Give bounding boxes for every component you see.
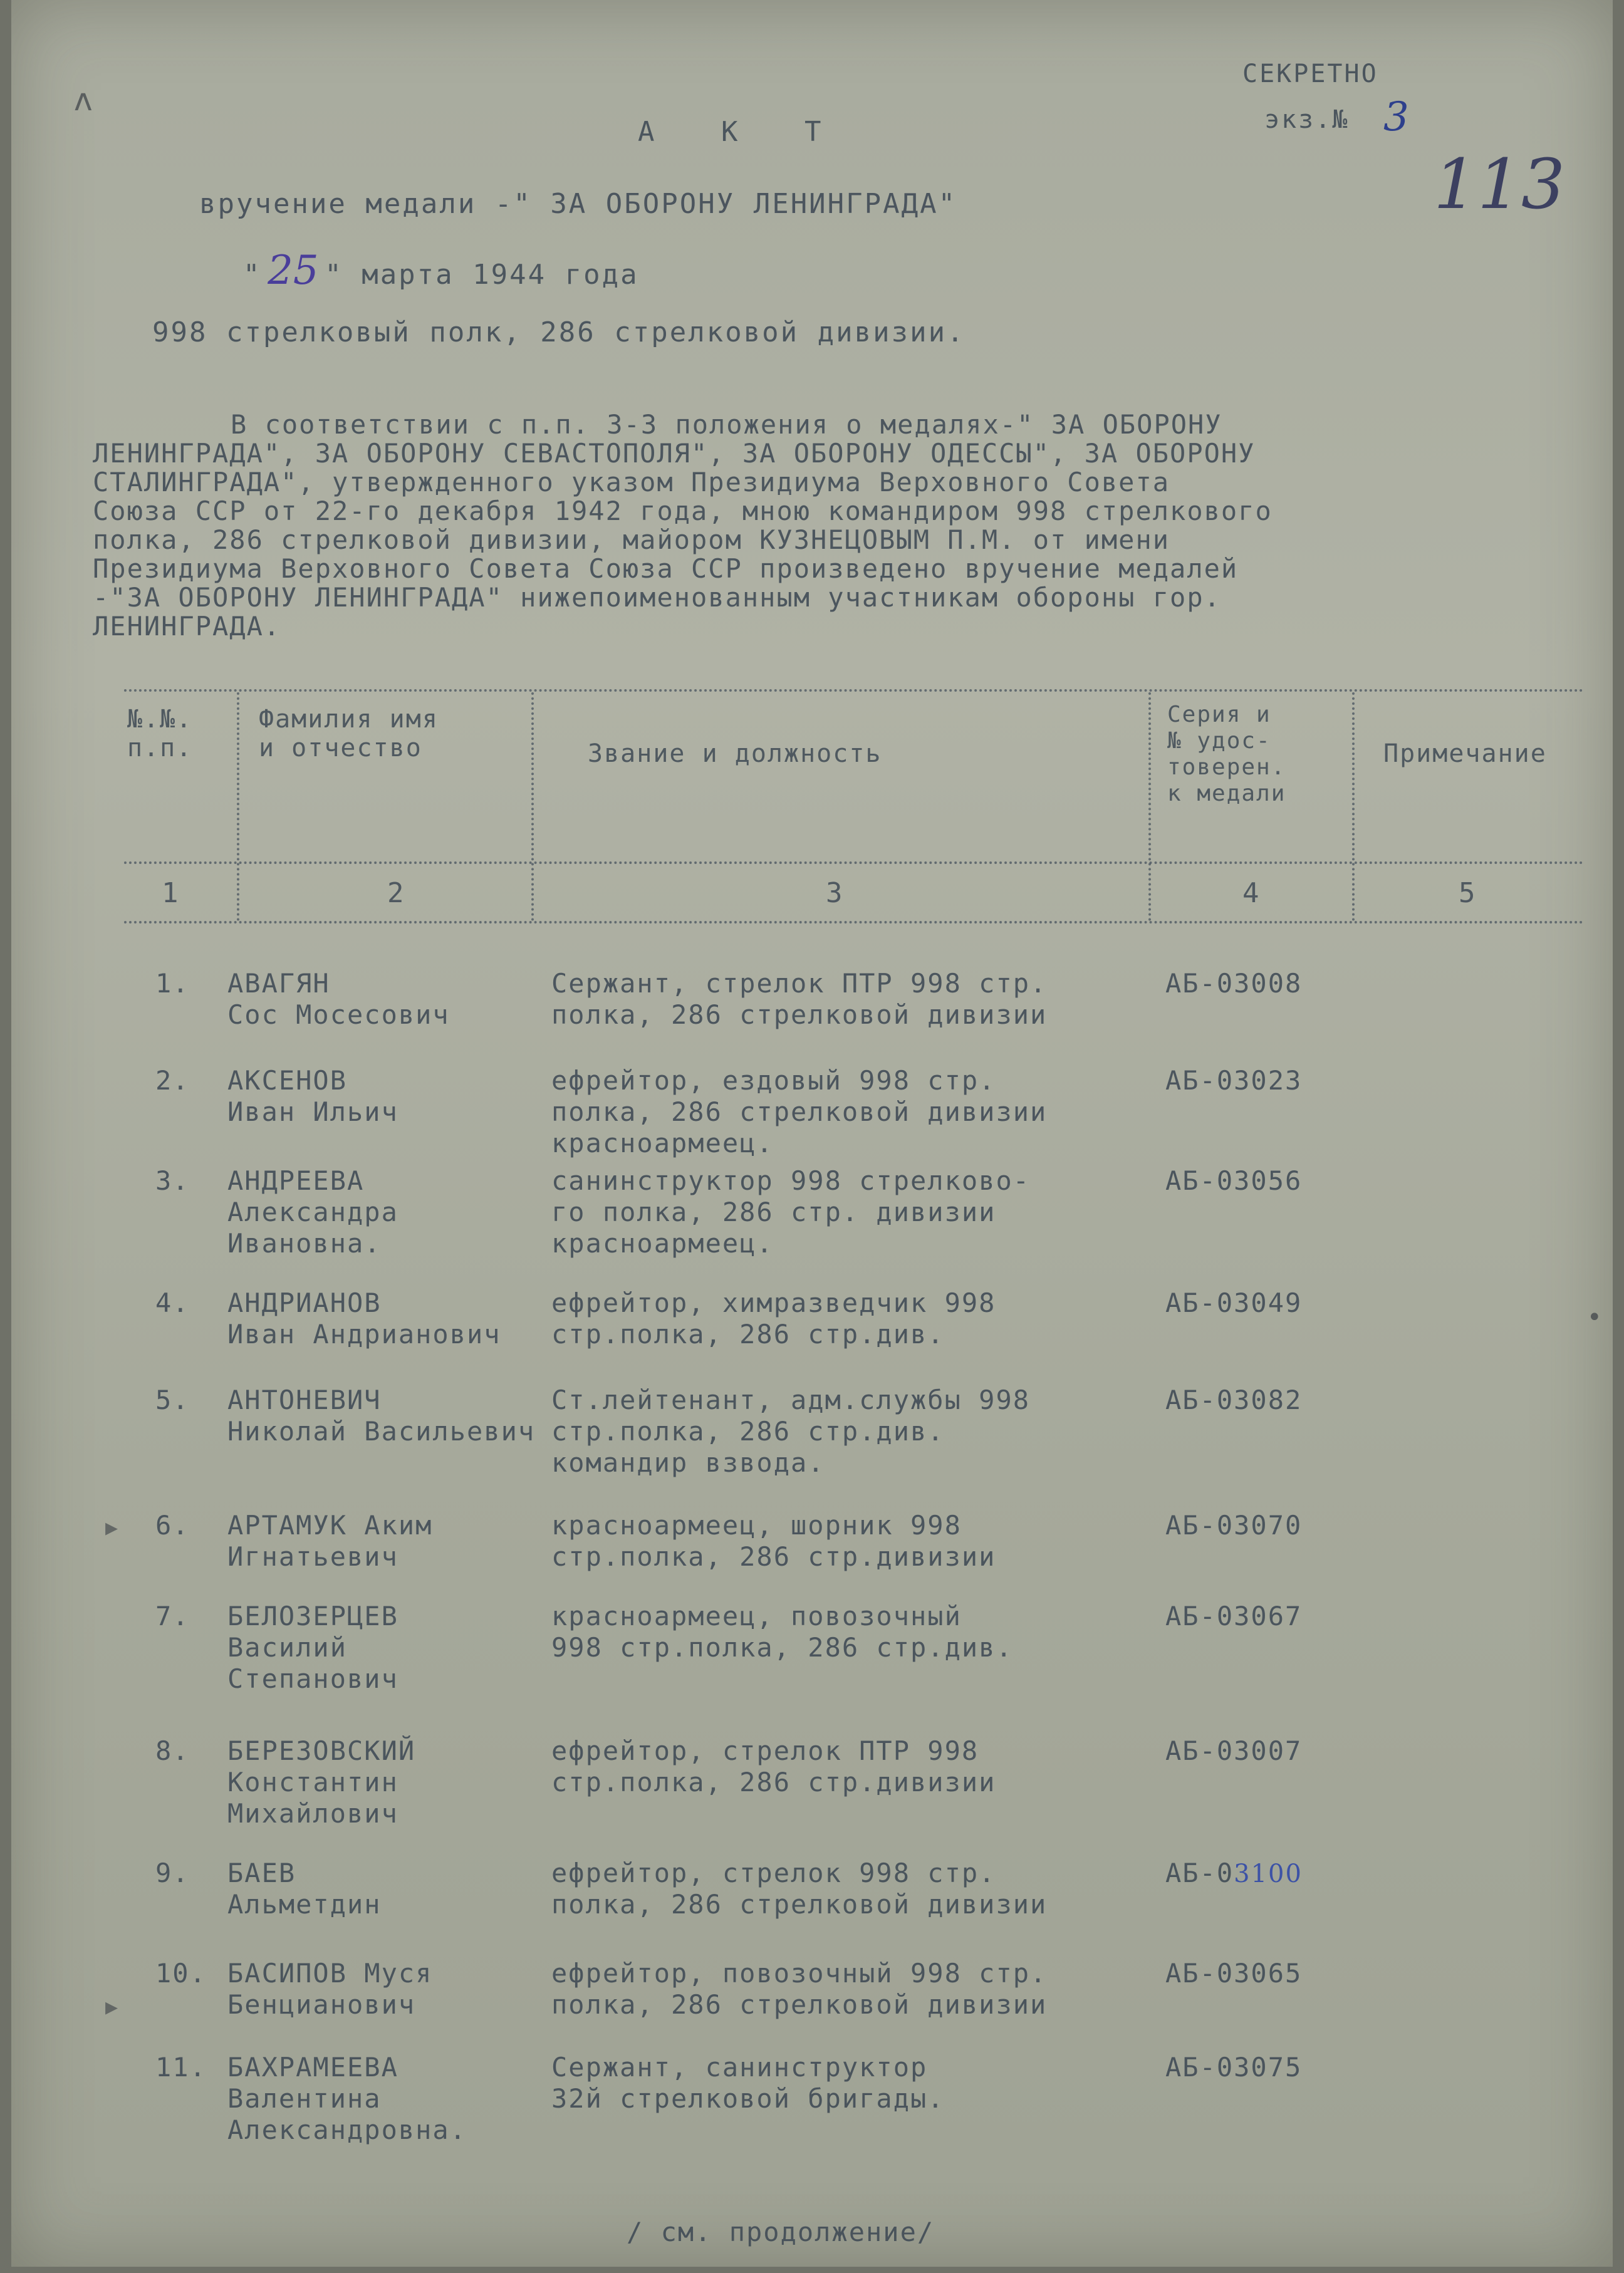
binder-hole-mark: ▸ — [105, 1992, 118, 2021]
date-rest: " марта 1944 года — [325, 259, 639, 291]
copy-number-handwritten: 3 — [1383, 94, 1409, 140]
row-full-name: АРТАМУК Аким Игнатьевич — [227, 1510, 433, 1572]
table-col-divider-4 — [1352, 692, 1355, 921]
row-rank-position: ефрейтор, стрелок ПТР 998 стр.полка, 286 стр.дивизии — [551, 1735, 996, 1797]
row-rank-position: санинструктор 998 стрелково- го полка, 286 стр. дивизии красноармеец. — [551, 1165, 1031, 1259]
margin-dot: • — [1587, 1303, 1602, 1332]
column-number-1: 1 — [162, 877, 179, 909]
row-number: 8. — [155, 1735, 190, 1766]
sheet-number-handwritten: 113 — [1434, 144, 1565, 224]
header-number: №.№. п.п. — [127, 705, 193, 762]
certificate-handwritten-number: 3100 — [1234, 1859, 1303, 1888]
row-number: 7. — [155, 1601, 190, 1631]
column-number-4: 4 — [1242, 877, 1259, 909]
column-number-5: 5 — [1459, 877, 1476, 909]
row-number: 10. — [155, 1958, 207, 1989]
header-full-name: Фамилия имя и отчество — [259, 705, 439, 762]
row-rank-position: красноармеец, шорник 998 стр.полка, 286 стр.дивизии — [551, 1510, 996, 1572]
table-col-divider-3 — [1148, 692, 1151, 921]
preamble-line: СТАЛИНГРАДА", утвержденного указом Президиума Верховного Совета — [93, 467, 1170, 497]
row-number: 4. — [155, 1287, 190, 1318]
date-day-handwritten: 25 — [268, 247, 319, 294]
preamble-line: ЛЕНИНГРАДА", ЗА ОБОРОНУ СЕВАСТОПОЛЯ", ЗА ОБОРОНУ ОДЕССЫ", ЗА ОБОРОНУ — [93, 438, 1256, 469]
header-notes: Примечание — [1383, 739, 1547, 768]
heading-line-1: вручение медали -" ЗА ОБОРОНУ ЛЕНИНГРАДА" — [199, 188, 957, 220]
column-number-3: 3 — [826, 877, 843, 909]
table-col-divider-1 — [237, 692, 239, 921]
row-full-name: АНДРЕЕВА Александра Ивановна. — [227, 1165, 398, 1259]
row-full-name: АНДРИАНОВ Иван Андрианович — [227, 1287, 501, 1350]
table-number-rule — [124, 921, 1584, 923]
row-certificate: АБ-03075 — [1165, 2052, 1303, 2083]
certificate-typed-prefix: АБ-0 — [1165, 1858, 1234, 1888]
preamble-line: -"ЗА ОБОРОНУ ЛЕНИНГРАДА" нижепоименованным участникам обороны гор. — [93, 582, 1221, 613]
row-rank-position: Сержант, санинструктор 32й стрелковой бригады. — [551, 2052, 945, 2114]
row-certificate: АБ-03007 — [1165, 1735, 1303, 1766]
row-certificate: АБ-03056 — [1165, 1165, 1303, 1196]
row-number: 1. — [155, 968, 190, 999]
binder-hole-mark: ▸ — [105, 1513, 118, 1542]
row-certificate: АБ-03049 — [1165, 1287, 1303, 1318]
row-number: 6. — [155, 1510, 190, 1541]
row-full-name: АКСЕНОВ Иван Ильич — [227, 1065, 398, 1127]
row-rank-position: Сержант, стрелок ПТР 998 стр. полка, 286 стрелковой дивизии — [551, 968, 1048, 1030]
classification-stamp: СЕКРЕТНО — [1242, 60, 1378, 88]
document-sheet — [11, 0, 1613, 2267]
unit-line: 998 стрелковый полк, 286 стрелковой дивизии. — [152, 316, 966, 348]
preamble-paragraph — [93, 409, 1596, 642]
row-certificate: АБ-03082 — [1165, 1385, 1303, 1415]
row-full-name: БЕРЕЗОВСКИЙ Константин Михайлович — [227, 1735, 416, 1829]
row-full-name: БАЕВ Альметдин — [227, 1858, 382, 1920]
preamble-line: Союза ССР от 22-го декабря 1942 года, мною командиром 998 стрелкового — [93, 496, 1273, 526]
row-certificate: АБ-03067 — [1165, 1601, 1303, 1631]
column-number-2: 2 — [387, 877, 404, 909]
table-top-rule — [124, 689, 1584, 692]
row-full-name: БАСИПОВ Муся Бенцианович — [227, 1958, 433, 2020]
row-full-name: БЕЛОЗЕРЦЕВ Василий Степанович — [227, 1601, 398, 1694]
row-number: 2. — [155, 1065, 190, 1096]
row-certificate: АБ-03023 — [1165, 1065, 1303, 1096]
row-rank-position: ефрейтор, химразведчик 998 стр.полка, 286 стр.див. — [551, 1287, 996, 1350]
copy-label: экз.№ — [1264, 105, 1350, 134]
row-certificate: АБ-03008 — [1165, 968, 1303, 999]
row-number: 11. — [155, 2052, 207, 2083]
preamble-line: Президиума Верховного Совета Союза ССР произведено вручение медалей — [93, 553, 1239, 584]
row-rank-position: Ст.лейтенант, адм.службы 998 стр.полка, 286 стр.див. командир взвода. — [551, 1385, 1031, 1478]
row-certificate: АБ-03065 — [1165, 1958, 1303, 1989]
document-title: А К Т — [638, 116, 846, 148]
corner-mark: ʌ — [74, 81, 93, 118]
row-full-name: БАХРАМЕЕВА Валентина Александровна. — [227, 2052, 467, 2145]
date-line — [243, 247, 639, 294]
row-certificate: АБ-03070 — [1165, 1510, 1303, 1541]
row-certificate — [1165, 1858, 1353, 1890]
row-rank-position: ефрейтор, повозочный 998 стр. полка, 286 стрелковой дивизии — [551, 1958, 1048, 2020]
row-number: 5. — [155, 1385, 190, 1415]
header-certificate: Серия и № удос- товерен. к медали — [1167, 702, 1286, 806]
row-number: 9. — [155, 1858, 190, 1888]
row-full-name: АНТОНЕВИЧ Николай Васильевич — [227, 1385, 536, 1447]
row-number: 3. — [155, 1165, 190, 1196]
row-rank-position: красноармеец, повозочный 998 стр.полка, 286 стр.див. — [551, 1601, 1013, 1663]
row-rank-position: ефрейтор, стрелок 998 стр. полка, 286 стрелковой дивизии — [551, 1858, 1048, 1920]
preamble-line: полка, 286 стрелковой дивизии, майором КУЗНЕЦОВЫМ П.М. от имени — [93, 524, 1170, 555]
header-rank-position: Звание и должность — [588, 739, 882, 768]
date-quote-open: " — [243, 259, 262, 291]
table-header-rule — [124, 861, 1584, 864]
table-col-divider-2 — [531, 692, 534, 921]
preamble-line: В соответствии с п.п. 3-3 положения о медалях-" ЗА ОБОРОНУ — [231, 409, 1222, 440]
continuation-note: / см. продолжение/ — [627, 2217, 935, 2247]
row-rank-position: ефрейтор, ездовый 998 стр. полка, 286 стрелковой дивизии красноармеец. — [551, 1065, 1048, 1158]
preamble-line: ЛЕНИНГРАДА. — [93, 611, 281, 642]
row-full-name: АВАГЯН Сос Мосесович — [227, 968, 450, 1030]
